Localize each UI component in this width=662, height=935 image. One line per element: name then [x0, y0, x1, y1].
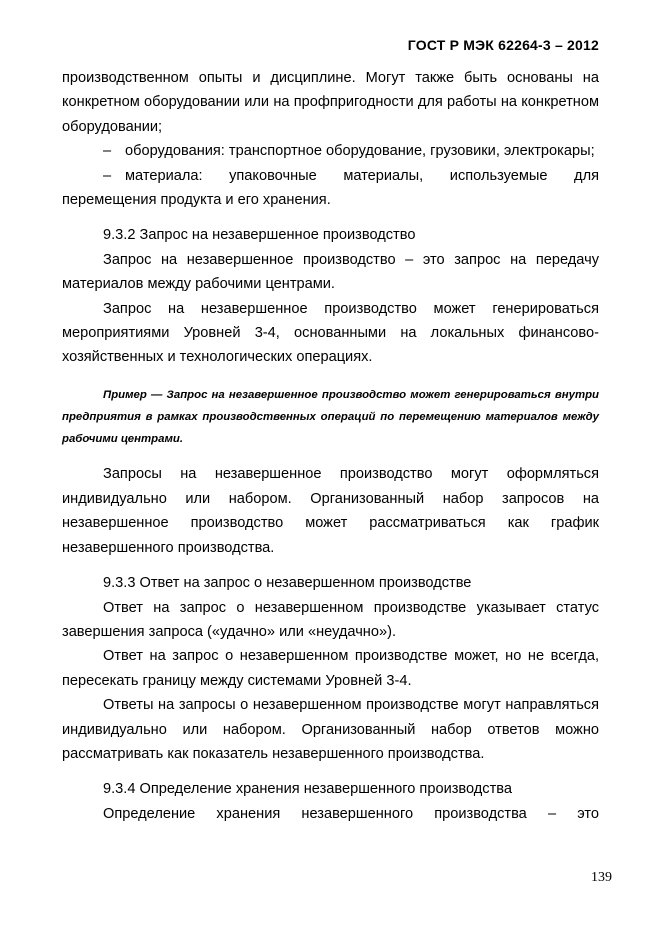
paragraph: Запрос на незавершенное производство – это запрос на передачу материалов между рабочими центрами. [62, 251, 599, 293]
page-number: 139 [591, 870, 612, 885]
list-item [62, 164, 599, 213]
section-heading: 9.3.4 Определение хранения незавершенного производства [103, 781, 512, 798]
standard-header: ГОСТ Р МЭК 62264-3 – 2012 [407, 37, 599, 53]
paragraph: Запросы на незавершенное производство могут оформляться индивидуально или набором. Организованный набор запросов на незавершенное производство может рассматриваться как график незавершенного производства. [62, 466, 599, 556]
dash-marker: – [103, 167, 112, 184]
paragraph: Ответы на запросы о незавершенном производстве могут направляться индивидуально или набором. Организованный набор ответов можно рассматривать как показатель незавершенного производства. [62, 697, 599, 762]
body-text [62, 66, 599, 826]
dash-marker: – [103, 143, 112, 160]
paragraph: Определение хранения незавершенного производства – это [103, 805, 599, 822]
list-item-text: оборудования: транспортное оборудование, грузовики, электрокары; [125, 143, 595, 160]
paragraph: Ответ на запрос о незавершенном производстве указывает статус завершения запроса («удачно» или «неудачно»). [62, 599, 599, 640]
paragraph: производственном опыты и дисциплине. Могут также быть основаны на конкретном оборудовании или на профпригодности для работы на конкретном оборудовании; [62, 70, 599, 135]
paragraph: Запрос на незавершенное производство может генерироваться мероприятиями Уровней 3-4, основанными на локальных финансово-хозяйственных и технологических операциях. [62, 300, 599, 366]
paragraph: Ответ на запрос о незавершенном производстве может, но не всегда, пересекать границу между системами Уровней 3-4. [62, 648, 599, 689]
section-heading: 9.3.2 Запрос на незавершенное производство [103, 227, 416, 244]
example-note: Пример — Запрос на незавершенное производство может генерироваться внутри предприятия в рамках производственных операций по перемещению материалов между рабочими центрами. [62, 388, 599, 446]
section-heading: 9.3.3 Ответ на запрос о незавершенном производстве [103, 575, 472, 592]
list-item-text: материала: упаковочные материалы, используемые для перемещения продукта и его хранения. [62, 167, 599, 209]
list-item [62, 139, 599, 163]
